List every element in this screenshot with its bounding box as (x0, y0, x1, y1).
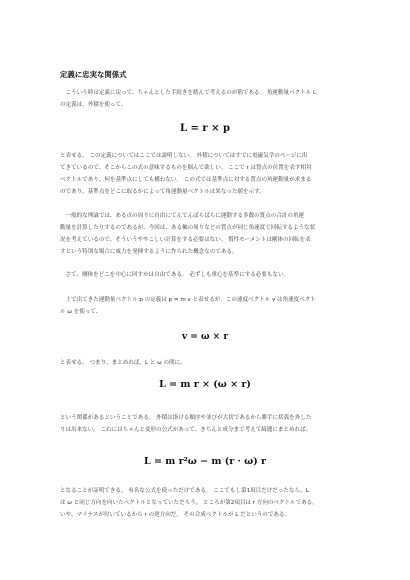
text-line: と表せる。 この定義についてはここでは説明しない。 外積についてはすでに電磁気学のページに出 (60, 153, 308, 159)
text-line: の定義は、外積を使って、 (60, 102, 127, 109)
text-line: 上で出てきた運動量ベクトル p の定義は p = m v と表せるが、この速度ベクトル v は角速度ベクト (60, 297, 316, 303)
paragraph-momentum-vector (60, 294, 352, 318)
text-line: 動量を計算したりするのであるが、今回は、ある軸の周りなどの質点が同じ角速度で回転するような状 (60, 225, 316, 232)
equation-velocity: v = ω × r (181, 332, 229, 342)
text-line: 一般的な理論では、ある点の周りに自由にてんでんばらばらに運動する多数の質点の合計の角運 (60, 213, 305, 219)
text-line: 況を考えているので、そういうややこしい計算をする必要はない。 慣性モーメントは剛体の回転を表 (60, 237, 311, 244)
equation-angular-momentum-definition: L = r × p (180, 123, 230, 134)
paragraph-general-theory (60, 210, 352, 258)
text-line: ベクトルであり、何を基準点にしても構わない。 この式では基準点に対する質点の角運動量が求まる (60, 177, 312, 184)
equation-angular-momentum-result: L = m r²ω − m (r · ω) r (143, 456, 267, 467)
section-heading: 定義に忠実な関係式 (60, 70, 127, 79)
paragraph-cross-product (60, 150, 352, 198)
text-line: こういう時は定義に戻って、ちゃんとした手続きを踏んで考えるのが筋である。 角運動量ベクトル L (60, 90, 317, 96)
text-line: となることが証明できる。 有名な公式を使っただけである。 ここでもし第1項目だけだったなら、L (60, 488, 309, 494)
paragraph-definition (60, 87, 352, 111)
text-line: てきているので、そこからこの式の意味するものを掴んで欲しい。 ここで r は質点の位置を表す相対 (60, 165, 312, 172)
text-line: さて、剛体をどこを中心に回すかは自由である。 必ずしも重心を基準にする必要もない。 (60, 272, 290, 278)
text-line: と表せる。 つまり、まとめれば、L と ω の間に、 (60, 360, 186, 366)
paragraph-cross-product-order (60, 412, 352, 436)
text-line: は ω と同じ方向を向いたベクトルとなっていただろう。 ところが第2項目は r 方向のベクトルである。 (60, 500, 318, 507)
text-line: りは出来ない。 これにはちゃんと変形の公式があって、きちんと成分まで考えて綺麗にまとめれば、 (60, 427, 312, 434)
text-line: のであり、基準点をどこに取るかによって角運動量ベクトルは異なった値を示す。 (60, 189, 265, 196)
equation-angular-momentum-expanded: L = m r × (ω × r) (159, 379, 251, 390)
text-line: という関係があるということである。 外積は掛ける順序や並びが大切であるから勝手に括弧を外した (60, 415, 312, 421)
paragraph-conclusion (60, 485, 352, 521)
paragraph-summary (60, 357, 352, 369)
text-line: すという特別な場合に威力を発揮するように作られた概念なのである。 (60, 249, 238, 256)
paragraph-rotation-center (60, 269, 352, 281)
text-line: ル ω を使って、 (60, 309, 102, 316)
text-line: いや、マイナスが付いているから r の逆方向だ。 その合成ベクトルが L だというのである。 (60, 512, 291, 519)
